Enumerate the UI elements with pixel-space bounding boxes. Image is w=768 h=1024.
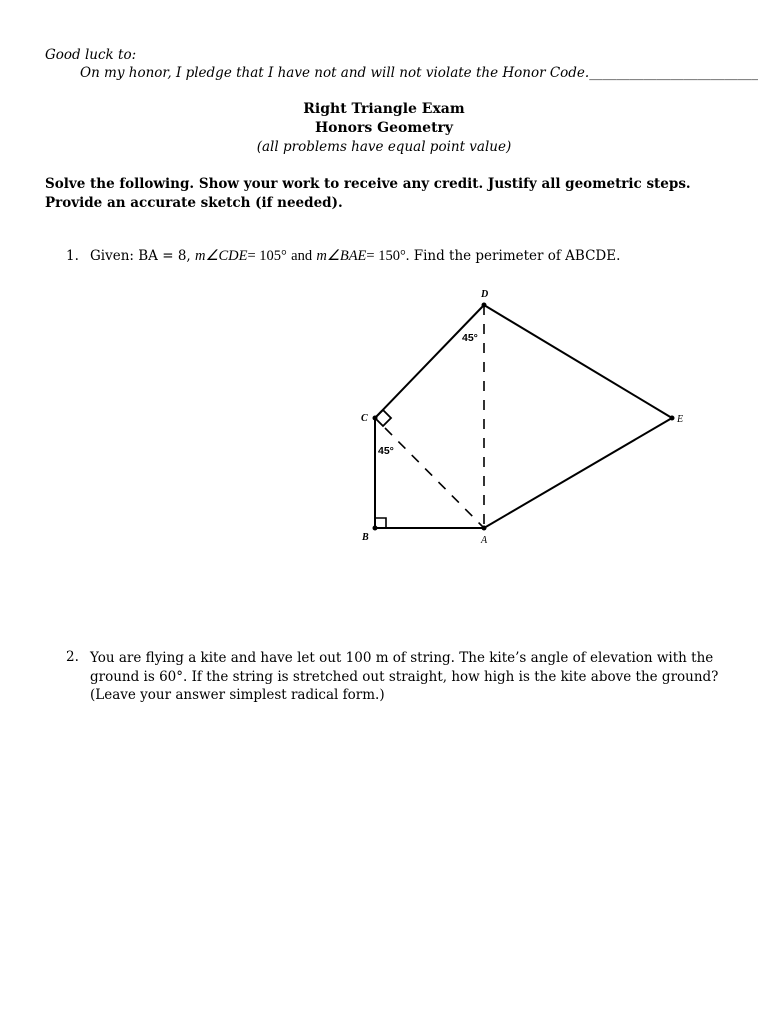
problem-2-text: You are flying a kite and have let out 100 m of string. The kite’s angle of elevation with the ground is 60°. If the string is stretched out straight, how high is the kite above the ground? (Leave your answer simplest radical form.) xyxy=(90,650,719,703)
vertex-b xyxy=(373,526,378,531)
label-e: E xyxy=(677,414,684,425)
greeting-line: Good luck to: xyxy=(45,47,137,63)
angle-bae: m∠BAE xyxy=(316,248,367,264)
edge-ea xyxy=(484,418,672,528)
angle-cde: m∠CDE xyxy=(195,248,248,264)
point-value-note: (all problems have equal point value) xyxy=(256,139,512,155)
and-word: and xyxy=(291,248,313,264)
angle-cde-value: = 105° xyxy=(247,248,287,264)
vertex-a xyxy=(482,526,487,531)
honor-pledge: On my honor, I pledge that I have not and will not violate the Honor Code._________________________ xyxy=(80,65,758,81)
edge-cd xyxy=(375,305,484,418)
vertex-e xyxy=(670,416,675,421)
dashed-ca xyxy=(385,428,484,528)
angle-label-top: 45° xyxy=(462,332,478,344)
exam-title: Right Triangle Exam xyxy=(303,101,465,117)
vertex-d xyxy=(482,303,487,308)
problem-1-given: Given: BA = 8, xyxy=(90,248,191,264)
label-c: C xyxy=(361,413,368,424)
instructions: Solve the following. Show your work to receive any credit. Justify all geometric steps. Provide an accurate sketch (if needed). xyxy=(45,176,691,211)
vertex-c xyxy=(373,416,378,421)
course-title: Honors Geometry xyxy=(314,120,454,136)
problem-1-task: Find the perimeter of ABCDE. xyxy=(413,248,621,264)
label-a: A xyxy=(481,535,488,546)
edge-de xyxy=(484,305,672,418)
label-b: B xyxy=(362,532,369,543)
angle-bae-value: = 150°. xyxy=(366,248,410,264)
problem-1-number: 1. xyxy=(66,248,79,264)
label-d: D xyxy=(481,289,489,300)
problem-2-number: 2. xyxy=(66,649,79,665)
angle-label-left: 45° xyxy=(378,445,394,457)
